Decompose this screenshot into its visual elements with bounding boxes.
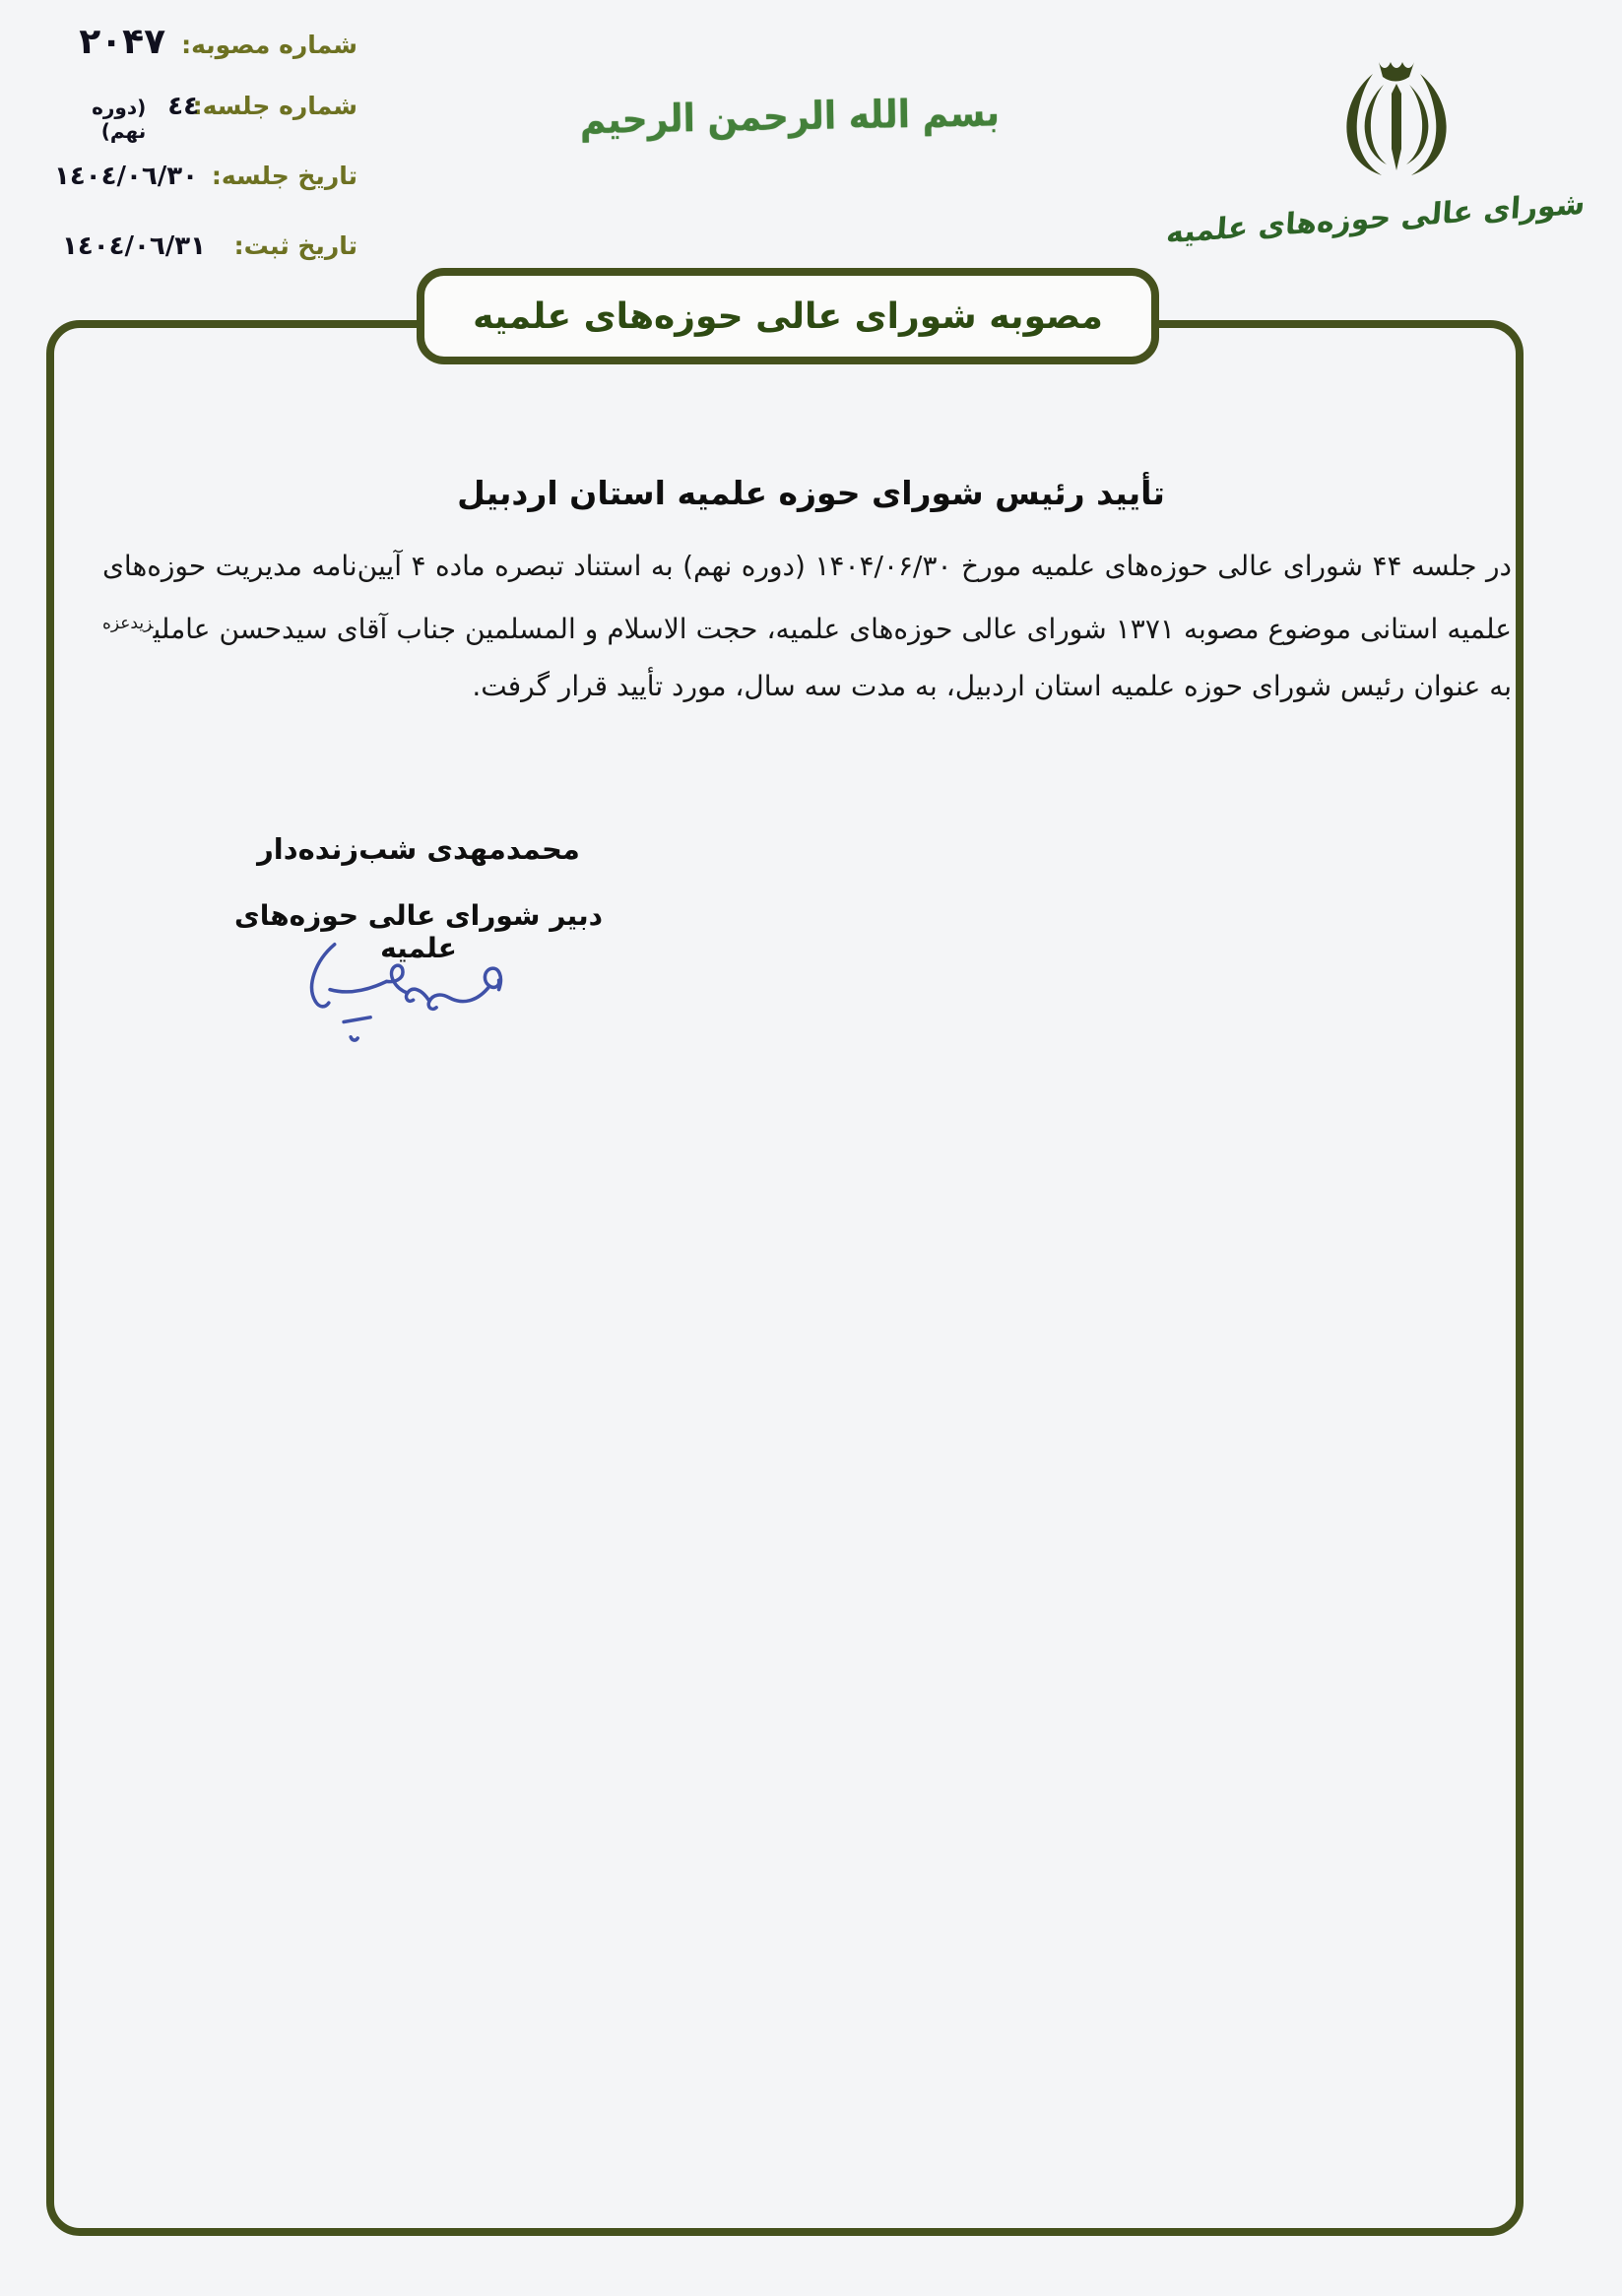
- meta-row-session-number: [54, 92, 357, 162]
- session-number-label: شماره جلسه:: [192, 92, 357, 120]
- signer-name: محمدمهدی شب‌زنده‌دار: [257, 832, 580, 866]
- session-number-note: (دوره نهم): [92, 96, 147, 143]
- document-meta: [54, 22, 357, 301]
- banner-title: مصوبه شورای عالی حوزه‌های علمیه: [473, 295, 1103, 337]
- session-date-label: تاریخ جلسه:: [211, 162, 357, 190]
- meta-row-session-date: [54, 162, 357, 231]
- approval-number-label: شماره مصوبه:: [181, 31, 357, 59]
- meta-row-register-date: [54, 231, 357, 301]
- iran-emblem-icon: [1337, 54, 1456, 190]
- register-date-label: تاریخ ثبت:: [233, 231, 357, 260]
- org-name-calligraphy: شورای عالی حوزه‌های علمیه: [1165, 186, 1587, 251]
- body-paragraph: [102, 538, 1512, 715]
- document-title: تأیید رئیس شورای حوزه علمیه استان اردبیل: [457, 474, 1165, 512]
- body-superscript: زیدعزه: [102, 614, 154, 633]
- register-date-value: ١٤٠٤/٠٦/٣١: [62, 231, 206, 261]
- bismillah-calligraphy: بسم الله الرحمن الرحیم: [579, 91, 1001, 143]
- signer-role: دبیر شورای عالی حوزه‌های علمیه: [234, 899, 603, 964]
- body-text-part2: به عنوان رئیس شورای حوزه علمیه استان اردبیل، به مدت سه سال، مورد تأیید قرار گرفت.: [472, 670, 1512, 702]
- meta-row-approval-number: [54, 22, 357, 92]
- handwritten-signature: [284, 934, 515, 1057]
- body-text-part1: در جلسه ۴۴ شورای عالی حوزه‌های علمیه مورخ ۱۴۰۴/۰۶/۳۰ (دوره نهم) به استناد تبصره ماده ۴ آیین‌نامه مدیریت حوزه‌های علمیه استانی موضوع مصوبه ۱۳۷۱ شورای عالی حوزه‌های علمیه، حجت الاسلام و المسلمین جناب آقای سیدحسن عاملی: [102, 550, 1513, 645]
- org-logo: [1165, 54, 1587, 251]
- session-number-value: ٤٤: [167, 92, 199, 121]
- banner-box: [417, 268, 1159, 364]
- session-date-value: ١٤٠٤/٠٦/٣٠: [54, 162, 198, 191]
- approval-number-value: ۲۰۴۷: [79, 22, 166, 62]
